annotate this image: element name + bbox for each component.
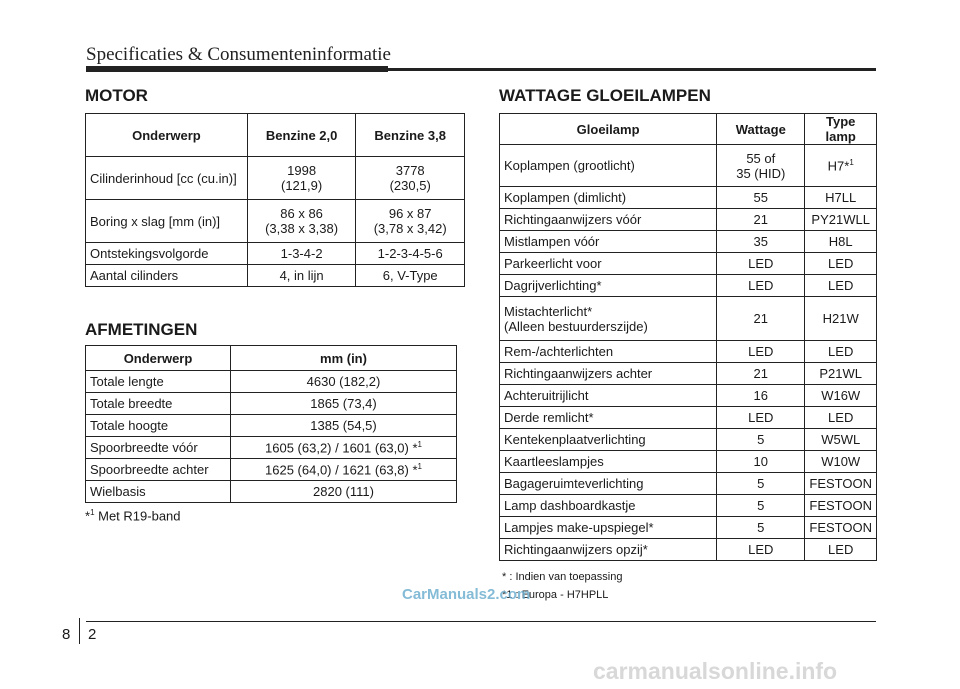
dims-label: Totale hoogte bbox=[86, 415, 231, 437]
dims-label: Spoorbreedte vóór bbox=[86, 437, 231, 459]
dims-table bbox=[85, 345, 457, 503]
bulb-wattage: 21 bbox=[717, 297, 805, 341]
bulb-name: Lampjes make-upspiegel* bbox=[500, 517, 717, 539]
motor-label: Boring x slag [mm (in)] bbox=[86, 200, 248, 243]
bulb-type: LED bbox=[805, 407, 877, 429]
dims-label: Spoorbreedte achter bbox=[86, 459, 231, 481]
bulb-type: H7*$^1$ bbox=[805, 145, 877, 187]
dims-value: 4630 (182,2) bbox=[231, 371, 457, 393]
dims-value: 2820 (111) bbox=[231, 481, 457, 503]
table-row bbox=[86, 200, 465, 243]
bulbs-section-title: WATTAGE GLOEILAMPEN bbox=[499, 86, 711, 105]
bulbs-col-type: Type lamp bbox=[805, 114, 877, 145]
table-row bbox=[500, 407, 877, 429]
motor-label: Aantal cilinders bbox=[86, 265, 248, 287]
bulb-name: Kaartleeslampjes bbox=[500, 451, 717, 473]
bulb-wattage: LED bbox=[717, 539, 805, 561]
bulb-name: Richtingaanwijzers vóór bbox=[500, 209, 717, 231]
bulb-name: Richtingaanwijzers achter bbox=[500, 363, 717, 385]
dims-label: Totale lengte bbox=[86, 371, 231, 393]
watermark-top: CarManuals2.com bbox=[402, 586, 531, 603]
table-row bbox=[86, 415, 457, 437]
motor-header-row bbox=[86, 114, 465, 157]
table-row bbox=[500, 231, 877, 253]
table-row bbox=[500, 341, 877, 363]
motor-value: 86 x 86 (3,38 x 3,38) bbox=[247, 200, 356, 243]
dims-label: Totale breedte bbox=[86, 393, 231, 415]
table-row bbox=[500, 297, 877, 341]
bulb-type: PY21WLL bbox=[805, 209, 877, 231]
bulb-wattage: 21 bbox=[717, 363, 805, 385]
motor-col-onderwerp: Onderwerp bbox=[86, 114, 248, 157]
table-row bbox=[500, 385, 877, 407]
bulb-wattage: 5 bbox=[717, 495, 805, 517]
watermark-bottom: carmanualsonline.info bbox=[593, 658, 838, 684]
bulb-name: Koplampen (dimlicht) bbox=[500, 187, 717, 209]
table-row bbox=[500, 451, 877, 473]
table-row bbox=[500, 539, 877, 561]
bulb-wattage: LED bbox=[717, 407, 805, 429]
bulb-name: Kentekenplaatverlichting bbox=[500, 429, 717, 451]
motor-value: 6, V-Type bbox=[356, 265, 465, 287]
bulb-wattage: 55 of 35 (HID) bbox=[717, 145, 805, 187]
table-row bbox=[500, 209, 877, 231]
table-row bbox=[86, 371, 457, 393]
motor-value: 1-3-4-2 bbox=[247, 243, 356, 265]
dims-section-title: AFMETINGEN bbox=[85, 320, 198, 339]
dims-value: 1385 (54,5) bbox=[231, 415, 457, 437]
motor-value: 96 x 87 (3,78 x 3,42) bbox=[356, 200, 465, 243]
bulb-type: H8L bbox=[805, 231, 877, 253]
bulb-name: Parkeerlicht voor bbox=[500, 253, 717, 275]
bulb-type: LED bbox=[805, 539, 877, 561]
chapter-number: 8 bbox=[62, 626, 71, 643]
bulb-wattage: LED bbox=[717, 275, 805, 297]
bulb-wattage: 5 bbox=[717, 517, 805, 539]
bulb-type: LED bbox=[805, 253, 877, 275]
footer-rule bbox=[86, 621, 876, 622]
table-row bbox=[500, 473, 877, 495]
bulb-name: Richtingaanwijzers opzij* bbox=[500, 539, 717, 561]
dims-value: 1625 (64,0) / 1621 (63,8) *$^1$ bbox=[231, 459, 457, 481]
bulb-wattage: 10 bbox=[717, 451, 805, 473]
bulb-type: LED bbox=[805, 341, 877, 363]
table-row bbox=[500, 363, 877, 385]
bulb-wattage: LED bbox=[717, 341, 805, 363]
motor-value: 1998 (121,9) bbox=[247, 157, 356, 200]
table-row bbox=[86, 393, 457, 415]
bulb-type: H7LL bbox=[805, 187, 877, 209]
bulb-type: H21W bbox=[805, 297, 877, 341]
bulb-name: Derde remlicht* bbox=[500, 407, 717, 429]
dims-col-mm: mm (in) bbox=[231, 346, 457, 371]
table-row bbox=[86, 481, 457, 503]
bulb-wattage: 35 bbox=[717, 231, 805, 253]
table-row bbox=[500, 145, 877, 187]
bulb-type: W10W bbox=[805, 451, 877, 473]
bulb-name: Bagageruimteverlichting bbox=[500, 473, 717, 495]
motor-label: Cilinderinhoud [cc (cu.in)] bbox=[86, 157, 248, 200]
bulb-type: FESTOON bbox=[805, 517, 877, 539]
header-rule bbox=[86, 68, 876, 71]
bulbs-col-gloeilamp: Gloeilamp bbox=[500, 114, 717, 145]
bulb-name: Lamp dashboardkastje bbox=[500, 495, 717, 517]
footer-divider bbox=[79, 618, 80, 644]
bulb-wattage: 55 bbox=[717, 187, 805, 209]
motor-table bbox=[85, 113, 465, 287]
dims-header-row bbox=[86, 346, 457, 371]
table-row bbox=[86, 157, 465, 200]
table-row bbox=[86, 459, 457, 481]
bulb-name: Rem-/achterlichten bbox=[500, 341, 717, 363]
dims-footnote: *$^1$ Met R19-band bbox=[85, 508, 181, 524]
dims-value: 1865 (73,4) bbox=[231, 393, 457, 415]
bulb-type: P21WL bbox=[805, 363, 877, 385]
bulb-wattage: 21 bbox=[717, 209, 805, 231]
bulb-name: Koplampen (grootlicht) bbox=[500, 145, 717, 187]
bulb-type: LED bbox=[805, 275, 877, 297]
bulb-type: FESTOON bbox=[805, 473, 877, 495]
dims-value: 1605 (63,2) / 1601 (63,0) *$^1$ bbox=[231, 437, 457, 459]
dims-label: Wielbasis bbox=[86, 481, 231, 503]
bulb-name: Mistachterlicht* (Alleen bestuurderszijde) bbox=[500, 297, 717, 341]
bulbs-note-europe: *1 : Europa - H7HPLL bbox=[502, 589, 609, 601]
page-header-title: Specificaties & Consumenteninformatie bbox=[86, 44, 391, 65]
bulb-wattage: 16 bbox=[717, 385, 805, 407]
table-row bbox=[86, 437, 457, 459]
bulb-wattage: LED bbox=[717, 253, 805, 275]
bulb-name: Dagrijverlichting* bbox=[500, 275, 717, 297]
bulb-type: W16W bbox=[805, 385, 877, 407]
bulb-wattage: 5 bbox=[717, 429, 805, 451]
table-row bbox=[500, 517, 877, 539]
table-row bbox=[500, 187, 877, 209]
motor-value: 4, in lijn bbox=[247, 265, 356, 287]
bulb-name: Mistlampen vóór bbox=[500, 231, 717, 253]
table-row bbox=[500, 429, 877, 451]
table-row bbox=[500, 495, 877, 517]
bulbs-note-optional: * : Indien van toepassing bbox=[502, 571, 623, 583]
table-row bbox=[500, 275, 877, 297]
dims-col-onderwerp: Onderwerp bbox=[86, 346, 231, 371]
bulb-type: W5WL bbox=[805, 429, 877, 451]
table-row bbox=[500, 253, 877, 275]
bulb-type: FESTOON bbox=[805, 495, 877, 517]
motor-section-title: MOTOR bbox=[85, 86, 148, 105]
bulb-wattage: 5 bbox=[717, 473, 805, 495]
table-row bbox=[86, 265, 465, 287]
bulbs-table bbox=[499, 113, 877, 561]
motor-col-benzine-38: Benzine 3,8 bbox=[356, 114, 465, 157]
table-row bbox=[86, 243, 465, 265]
motor-value: 1-2-3-4-5-6 bbox=[356, 243, 465, 265]
bulbs-col-wattage: Wattage bbox=[717, 114, 805, 145]
bulbs-header-row bbox=[500, 114, 877, 145]
motor-col-benzine-20: Benzine 2,0 bbox=[247, 114, 356, 157]
bulb-name: Achteruitrijlicht bbox=[500, 385, 717, 407]
motor-label: Ontstekingsvolgorde bbox=[86, 243, 248, 265]
motor-value: 3778 (230,5) bbox=[356, 157, 465, 200]
page-number: 2 bbox=[88, 626, 97, 643]
